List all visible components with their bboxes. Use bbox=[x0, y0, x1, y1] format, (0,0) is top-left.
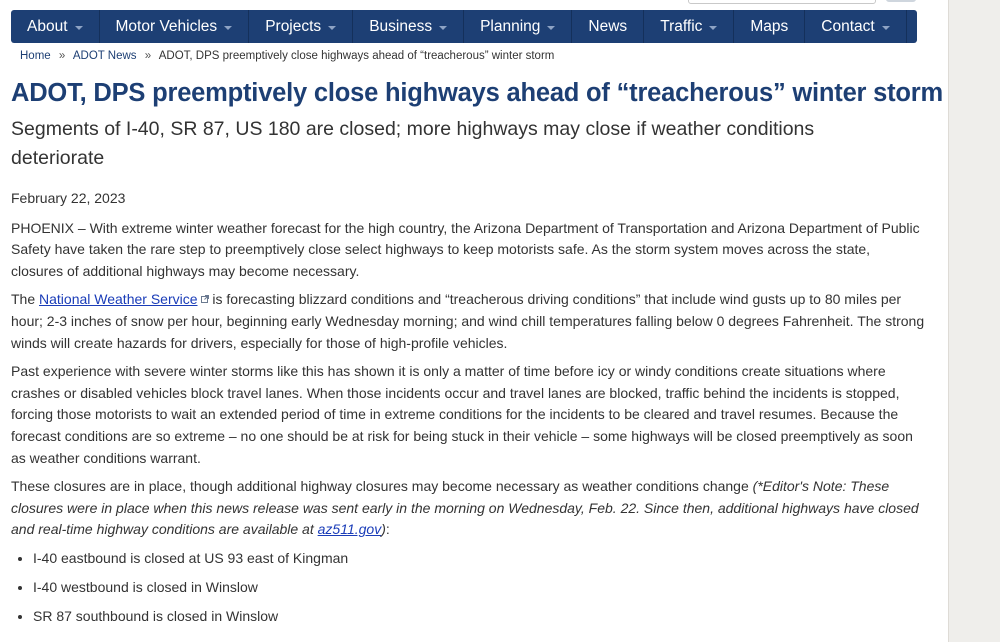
article-paragraph-2 bbox=[11, 289, 926, 354]
chevron-down-icon bbox=[709, 26, 717, 30]
article-paragraph-1: PHOENIX – With extreme winter weather forecast for the high country, the Arizona Department of Transportation and Arizona Department of Public Safety have taken the rare step to preemptively close select highways to keep motorists safe. As the storm system moves across the state, closures of additional highways may become necessary. bbox=[11, 219, 920, 279]
nav-item-maps[interactable] bbox=[734, 10, 805, 43]
editors-note-text: (*Editor's Note: These closures were in place when this news release was sent early in the morning on Wednesday, Feb. 22. Since then, additional highways have closed and real-time highway conditions are available at bbox=[11, 478, 919, 538]
main-navigation bbox=[11, 10, 917, 43]
header-search-area bbox=[688, 0, 928, 4]
nav-item-contact[interactable] bbox=[805, 10, 906, 43]
search-input[interactable] bbox=[688, 0, 876, 4]
paragraph-text: is forecasting blizzard conditions and “treacherous driving conditions” that include wind gusts up to 80 miles per hour; 2-3 inches of snow per hour, beginning early Wednesday morning; and wind chill temperatures falling below 0 degrees Fahrenheit. The strong winds will create hazards for drivers, especially for those of high-profile vehicles. bbox=[11, 291, 925, 351]
list-item: • I-40 eastbound is closed at US 93 east of Kingman bbox=[33, 548, 926, 570]
article-date: February 22, 2023 bbox=[11, 190, 126, 206]
external-link-icon bbox=[201, 295, 209, 303]
chevron-down-icon bbox=[75, 26, 83, 30]
nav-item-label: Motor Vehicles bbox=[115, 17, 218, 35]
closures-list bbox=[11, 548, 926, 628]
breadcrumb-section-link[interactable]: ADOT News bbox=[72, 50, 137, 62]
page-subtitle: Segments of I-40, SR 87, US 180 are closed; more highways may close if weather conditions deteriorate bbox=[11, 118, 815, 169]
nav-item-label: About bbox=[27, 17, 68, 35]
chevron-down-icon bbox=[439, 26, 447, 30]
nav-item-traffic[interactable] bbox=[644, 10, 734, 43]
nav-item-label: Planning bbox=[480, 17, 541, 35]
breadcrumb-home-link[interactable]: Home bbox=[20, 50, 51, 62]
chevron-down-icon bbox=[882, 26, 890, 30]
paragraph-text: : bbox=[385, 521, 390, 538]
page-title: ADOT, DPS preemptively close highways ahead of “treacherous” winter storm bbox=[11, 79, 944, 107]
chevron-down-icon bbox=[547, 26, 555, 30]
az511-link[interactable]: az511.gov bbox=[317, 521, 382, 538]
nav-item-motor-vehicles[interactable] bbox=[100, 10, 250, 43]
page-gutter bbox=[948, 0, 1000, 642]
nav-item-news[interactable] bbox=[572, 10, 644, 43]
search-button[interactable] bbox=[886, 0, 916, 2]
article-body bbox=[11, 188, 926, 635]
breadcrumb-separator: » bbox=[58, 50, 66, 62]
nav-item-projects[interactable] bbox=[249, 10, 353, 43]
list-item: • SR 87 southbound is closed in Winslow bbox=[33, 606, 926, 628]
article-paragraph-4 bbox=[11, 476, 926, 541]
nav-item-label: Business bbox=[369, 17, 433, 35]
nav-item-about[interactable] bbox=[11, 10, 100, 43]
chevron-down-icon bbox=[224, 26, 232, 30]
nav-item-planning[interactable] bbox=[464, 10, 572, 43]
national-weather-service-link[interactable]: National Weather Service bbox=[39, 291, 198, 308]
nav-item-label: Contact bbox=[821, 17, 875, 35]
nav-item-label: News bbox=[588, 17, 628, 35]
nav-item-label: Maps bbox=[750, 17, 789, 35]
breadcrumb bbox=[20, 50, 554, 62]
nav-item-business[interactable] bbox=[353, 10, 464, 43]
paragraph-text: These closures are in place, though additional highway closures may become necessary as weather conditions change bbox=[11, 478, 753, 495]
paragraph-text: The bbox=[11, 291, 40, 308]
nav-item-label: Traffic bbox=[660, 17, 703, 35]
editors-note-end: ) bbox=[381, 521, 386, 538]
article-paragraph-3: Past experience with severe winter storms like this has shown it is only a matter of time before icy or windy conditions create situations where crashes or disabled vehicles block travel lanes. When those incidents occur and travel lanes are blocked, traffic behind the incidents is stopped, forcing those motorists to wait an extended period of time in extreme conditions for the incidents to be cleared and travel resumes. Because the forecast conditions are so extreme – no one should be at risk for being stuck in their vehicle – some highways will be closed preemptively as soon as weather conditions warrant. bbox=[11, 363, 913, 466]
chevron-down-icon bbox=[328, 26, 336, 30]
breadcrumb-current: ADOT, DPS preemptively close highways ahead of “treacherous” winter storm bbox=[158, 50, 555, 62]
list-item: • I-40 westbound is closed in Winslow bbox=[33, 577, 926, 599]
nav-item-label: Projects bbox=[265, 17, 322, 35]
breadcrumb-separator: » bbox=[144, 50, 152, 62]
